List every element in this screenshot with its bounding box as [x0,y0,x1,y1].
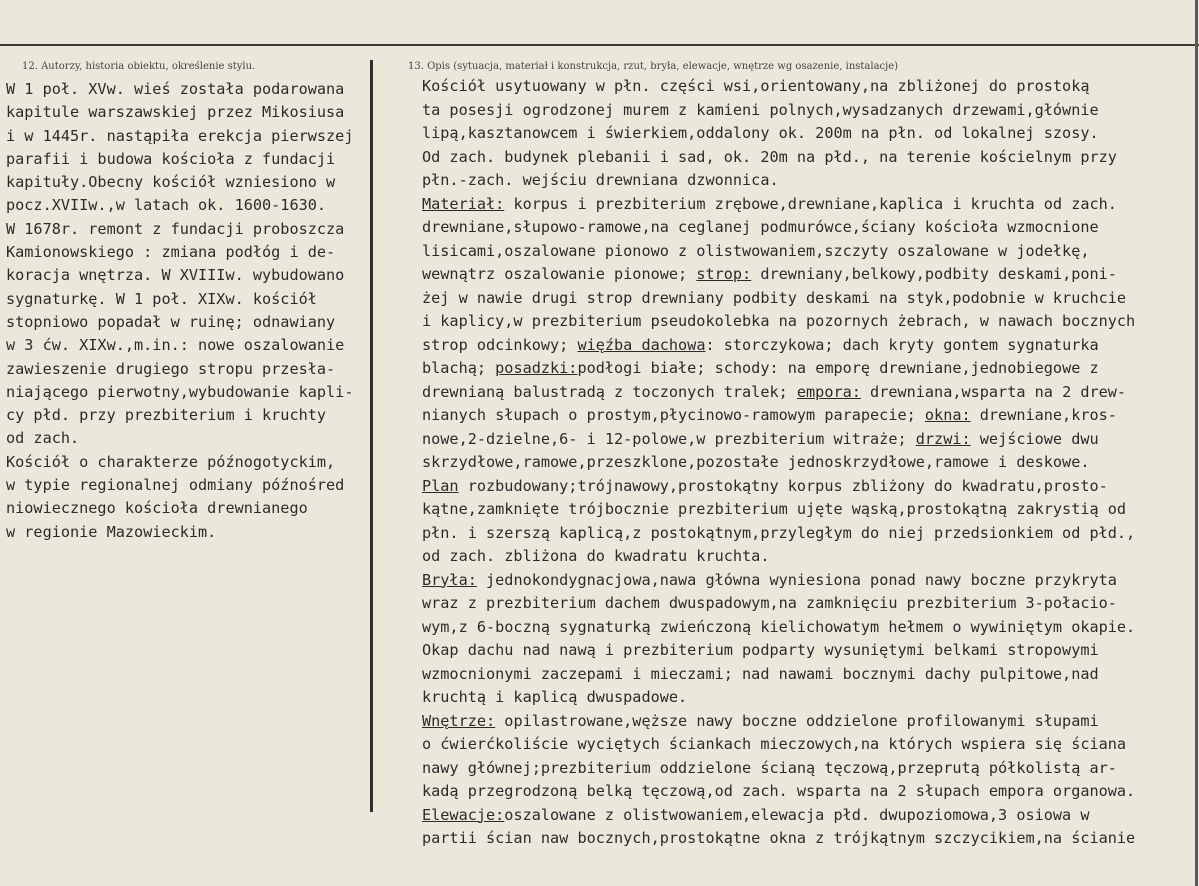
line-segment: podłogi białe; schody: na emporę drewniane,jednobiegowe z [577,359,1099,377]
text-line [422,639,1197,663]
text-line [422,663,1197,687]
text-line [422,827,1197,851]
text-line [422,475,1197,499]
section-label: empora: [796,382,861,401]
line-segment: rozbudowany;trójnawowy,prostokątny korpus zbliżony do kwadratu,prosto- [458,476,1108,495]
text-line: pocz.XVIIw.,w latach ok. 1600-1630. [6,196,327,215]
text-line [422,451,1197,475]
line-segment: wzmocnionymi zaczepami i mieczami; nad nawami bocznymi dachy pulpitowe,nad [422,664,1099,683]
text-line [422,757,1197,781]
text-line [422,310,1197,334]
line-segment: nowe,2-dzielne,6- i 12-polowe,w prezbiterium witraże; [422,429,916,448]
section-label: Materiał: [422,194,505,213]
line-segment: drewnianą balustradą z toczonych tralek; [422,382,797,401]
description-text [422,75,1197,851]
text-line: w 3 ćw. XIXw.,m.in.: nowe oszalowanie [6,336,345,355]
line-segment: oszalowane z olistwowaniem,elewacja płd. dwupoziomowa,3 osiowa w [504,805,1090,824]
line-segment: lipą,kasztanowcem i świerkiem,oddalony ok. 200m na płn. od lokalnej szosy. [422,124,1099,142]
line-segment: strop odcinkowy; [422,335,578,354]
left-column-header: 12. Autorzy, historia obiektu, określenie stylu. [22,61,256,72]
line-segment: nianych słupach o prostym,płycinowo-ramowym parapecie; [422,406,925,424]
text-line: parafii i budowa kościoła z fundacji [6,149,336,168]
text-line [422,686,1197,710]
text-line [422,710,1197,734]
line-segment: kruchtą i kaplicą dwuspadowe. [422,688,688,706]
line-segment: Kościół usytuowany w płn. części wsi,orientowany,na zbliżonej do prostoką [422,77,1090,95]
line-segment: kątne,zamknięte trójbocznie prezbiterium ujęte wąską,prostokątną zakrystią od [422,500,1127,518]
line-segment: Od zach. budynek plebanii i sad, ok. 20m na płd., na terenie kościelnym przy [422,147,1117,166]
line-segment: skrzydłowe,ramowe,przeszklone,pozostałe jednoskrzydłowe,ramowe i deskowe. [422,453,1090,471]
line-segment: blachą; [422,359,496,377]
line-segment: korpus i prezbiterium zrębowe,drewniane,kaplica i kruchta od zach. [504,194,1117,213]
section-label: Plan [422,476,459,495]
section-label: Elewacje: [422,805,505,824]
text-line [422,169,1197,193]
text-line [422,545,1197,569]
line-segment: : storczykowa; dach kryty gontem sygnaturka [705,335,1099,354]
section-label: posadzki: [495,359,578,377]
line-segment: wraz z prezbiterium dachem dwuspadowym,na zamknięciu prezbiterium 3-połacio- [422,594,1117,612]
line-segment: opilastrowane,węższe nawy boczne oddzielone profilowanymi słupami [495,711,1099,730]
line-segment: Okap dachu nad nawą i prezbiterium podparty wysuniętymi belkami stropowymi [422,641,1099,659]
line-segment: drewniane,słupowo-ramowe,na ceglanej podmurówce,ściany kościoła wzmocnione [422,218,1099,236]
text-line: zawieszenie drugiego stropu przesła- [6,359,336,378]
line-segment: płn. i szerszą kaplicą,z postokątnym,przyległym do niej przedsionkiem od płd., [422,523,1136,542]
text-line: W 1 poł. XVw. wieś została podarowana [6,80,345,98]
text-line: i w 1445r. nastąpiła erekcja pierwszej [6,126,354,145]
line-segment: jednokondygnacjowa,nawa główna wyniesiona ponad nawy boczne przykryta [476,570,1117,589]
text-line [422,122,1197,146]
text-line [422,146,1197,170]
text-line: Kościół o charakterze późnogotyckim, [6,452,336,471]
text-line [422,240,1197,264]
text-line [422,498,1197,522]
line-segment: drewniane,kros- [970,406,1117,424]
section-label: strop: [696,265,752,283]
text-line [422,193,1197,217]
line-segment: kadą przegrodzoną belką tęczową,od zach. wsparta na 2 słupach empora organowa. [422,782,1136,800]
line-segment: wewnątrz oszalowanie pionowe; [422,265,697,283]
text-line [422,216,1197,240]
text-line: Kamionowskiego : zmiana podłóg i de- [6,243,336,262]
text-line: w regionie Mazowieckim. [6,522,217,541]
line-segment: nawy głównej;prezbiterium oddzielone ścianą tęczową,przeprutą półkolistą ar- [422,758,1117,777]
line-segment: wejściowe dwu [970,429,1099,448]
right-column-header: 13. Opis (sytuacja, materiał i konstrukcja, rzut, bryła, elewacje, wnętrze wg osazenie, instalacje) [408,61,899,72]
text-line [422,357,1197,381]
text-line [422,569,1197,593]
line-segment: lisicami,oszalowane pionowo z olistwowaniem,szczyty oszalowane w jodełkę, [422,241,1090,260]
text-line: kapitule warszawskiej przez Mikosiusa [6,103,345,122]
text-line [422,804,1197,828]
text-line [422,287,1197,311]
section-label: drzwi: [915,429,971,448]
section-label: okna: [924,406,971,424]
text-line [422,404,1197,428]
text-line: w typie regionalnej odmiany późnośred [6,476,345,495]
column-divider [370,60,373,812]
text-line: W 1678r. remont z fundacji proboszcza [6,219,345,238]
section-label: Wnętrze: [422,711,496,730]
section-label: Bryła: [422,570,477,589]
line-segment: drewniany,belkowy,podbity deskami,poni- [751,265,1117,283]
text-line: sygnaturkę. W 1 poł. XIXw. kościół [6,289,317,308]
text-line: cy płd. przy prezbiterium i kruchty [6,406,327,425]
text-line [422,428,1197,452]
text-line: od zach. [6,429,80,448]
text-line [422,263,1197,287]
text-line [422,592,1197,616]
text-line: stopniowo popadał w ruinę; odnawiany [6,312,336,331]
text-line: niającego pierwotny,wybudowanie kapli- [6,382,354,401]
history-text [6,78,370,544]
section-label: więźba dachowa [577,335,706,354]
line-segment: wym,z 6-boczną sygnaturką zwieńczoną kielichowatym hełmem o wywiniętym okapie. [422,617,1136,636]
text-line [422,334,1197,358]
text-line [422,522,1197,546]
top-rule [0,44,1199,46]
line-segment: od zach. zbliżona do kwadratu kruchta. [422,547,770,565]
line-segment: i kaplicy,w prezbiterium pseudokolebka na pozornych żebrach, w nawach bocznych [422,312,1136,330]
text-line [422,780,1197,804]
line-segment: drewniana,wsparta na 2 drew- [860,382,1127,401]
text-line [422,381,1197,405]
line-segment: ta posesji ogrodzonej murem z kamieni polnych,wysadzanych drzewami,głównie [422,100,1099,119]
text-line [422,616,1197,640]
text-line: koracja wnętrza. W XVIIIw. wybudowano [6,266,345,285]
text-line [422,733,1197,757]
line-segment: płn.-zach. wejściu drewniana dzwonnica. [422,171,779,189]
line-segment: o ćwierćkoliście wyciętych ściankach mieczowych,na których wspiera się ściana [422,735,1127,753]
text-line [422,75,1197,99]
text-line: kapituły.Obecny kościół wzniesiono w [6,173,336,192]
text-line [422,99,1197,123]
line-segment: żej w nawie drugi strop drewniany podbity deskami na styk,podobnie w kruchcie [422,288,1127,307]
line-segment: partii ścian naw bocznych,prostokątne okna z trójkątnym szczycikiem,na ścianie [422,829,1136,847]
text-line: niowiecznego kościoła drewnianego [6,499,308,518]
